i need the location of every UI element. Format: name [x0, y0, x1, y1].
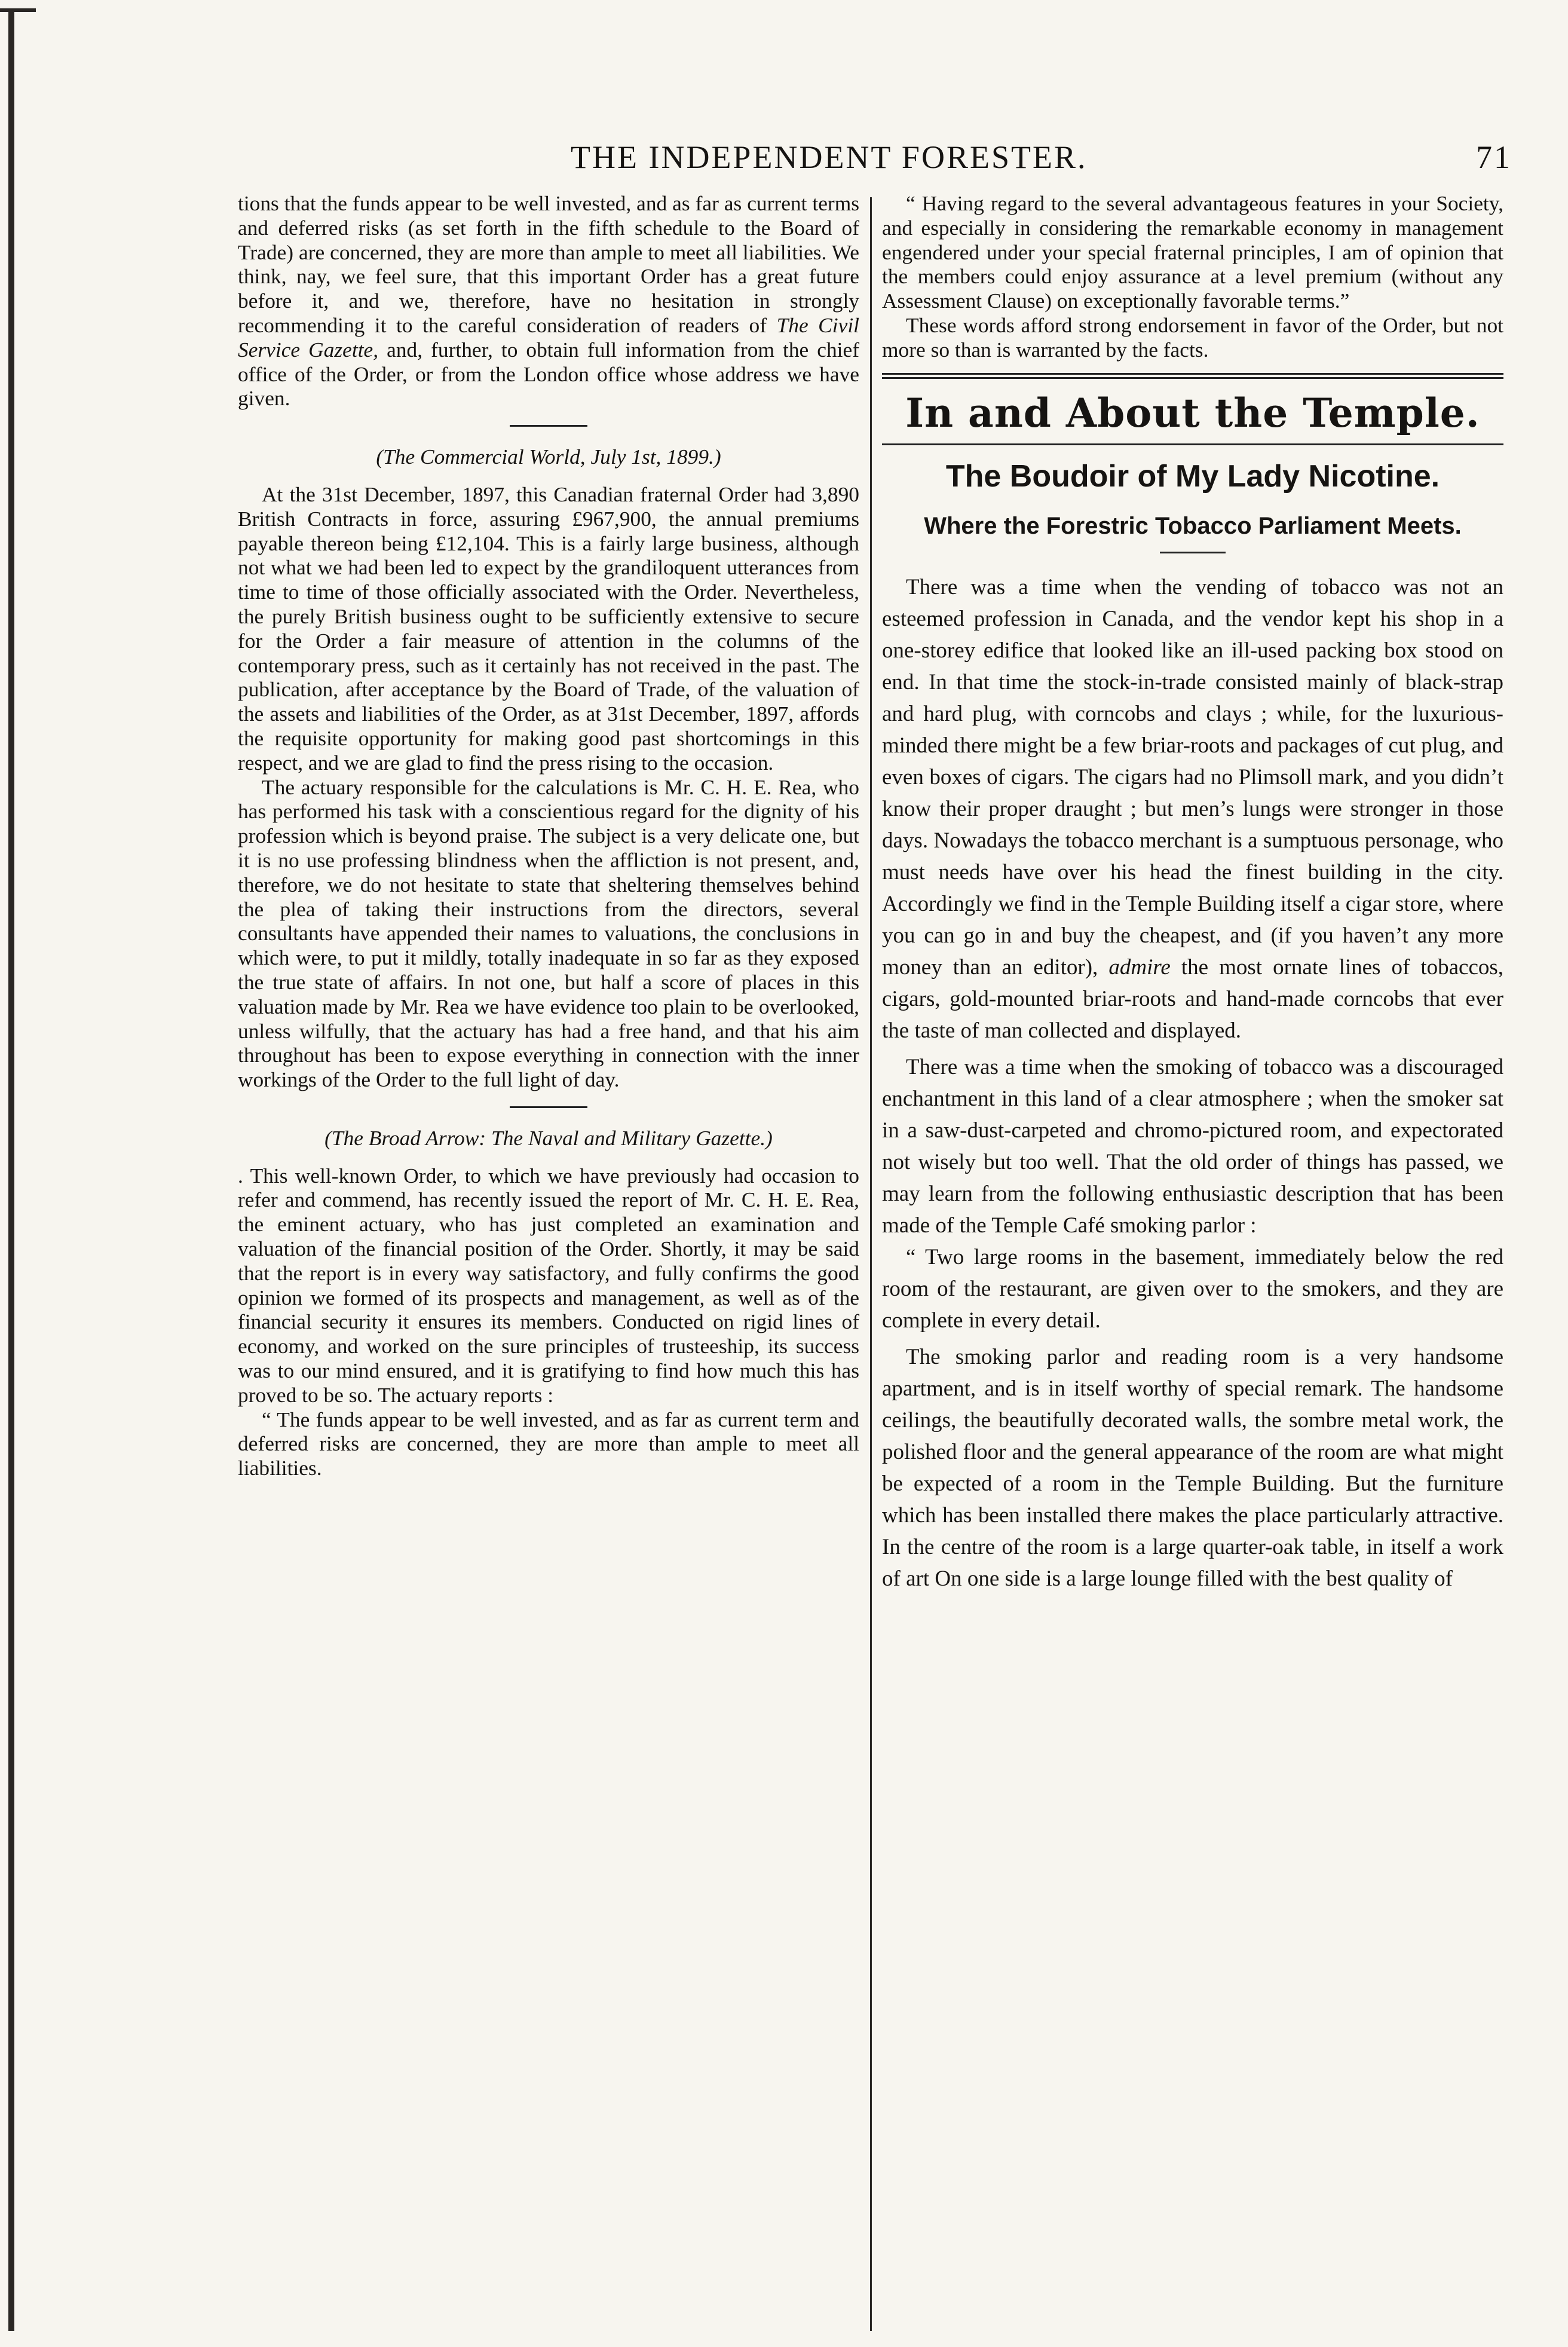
section-heading: In and About the Temple.	[905, 389, 1480, 436]
broad-arrow-paragraph-1: . This well-known Order, to which we have previously had occasion to refer and commend, has recently issued the report of Mr. C. H. E. Rea, the eminent actuary, who has just completed an examination and valuation of the financial position of the Order. Shortly, it may be said that the report is in every way satisfactory, and fully confirms the good opinion we formed of its prospects and management, as well as of the financial security it ensures its members. Conducted on rigid lines of economy, and worked on the sure principles of trusteeship, its success was to our mind ensured, and it is gratifying to find how much this has proved to be so. The actuary reports :	[238, 1163, 859, 1407]
article-paragraph-3: “ Two large rooms in the basement, immediately below the red room of the restaurant, are given over to the smokers, and they are complete in every detail.	[882, 1244, 1503, 1333]
commercial-world-paragraph-1: At the 31st December, 1897, this Canadian fraternal Order had 3,890 British Contracts in force, assuring £967,900, the annual premiums payable thereon being £12,104. This is a fairly large business, although not what we had been led to expect by the grandiloquent utterances from time to time of those officially associated with the Order. Nevertheless, the purely British business ought to be sufficiently extensive to secure for the Order a fair measure of attention in the columns of the contemporary press, such as it certainly has not received in the past. The publication, after acceptance by the Board of Trade, of the valuation of the assets and liabilities of the Order, as at 31st December, 1897, affords the requisite opportunity for making good past shortcomings in this respect, and we are glad to find the press rising to the occasion.	[238, 482, 859, 775]
article-subtitle: Where the Forestric Tobacco Parliament Meets.	[924, 512, 1462, 539]
article-paragraph-4: The smoking parlor and reading room is a very handsome apartment, and is in itself worthy of special remark. The handsome ceilings, the beautifully decorated walls, the sombre metal work, the polished floor and the general appearance of the room are what might be expected of a room in the Temple Building. But the furniture which has been installed there makes the place particularly attractive. In the centre of the room is a large quarter-oak table, in itself a work of art On one side is a large lounge filled with the best quality of	[882, 1344, 1503, 1591]
intro-publication-name: The Civil Service Gazette,	[238, 313, 859, 362]
page-number: 71	[1476, 139, 1512, 175]
source-commercial-world: (The Commercial World, July 1st, 1899.)	[376, 445, 721, 469]
article-paragraph-1-emphasis: admire	[1108, 954, 1171, 980]
source-broad-arrow: (The Broad Arrow: The Naval and Military Gazette.)	[324, 1125, 773, 1150]
section-rule	[510, 425, 587, 427]
intro-text-end: and, further, to obtain full information from the chief office of the Order, or from the London office whose address we have given.	[238, 337, 859, 411]
article-paragraph-1	[882, 571, 1503, 1046]
intro-text: tions that the funds appear to be well invested, and as far as current terms and deferred risks (as set forth in the fifth schedule to the Board of Trade) are concerned, they are more than ample to meet all liabilities. We think, nay, we feel sure, that this important Order has a great future before it, and we, therefore, have no hesitation in strongly recommending it to the careful consideration of readers of	[238, 191, 859, 337]
column-divider	[870, 197, 872, 2331]
article-paragraph-1-end: the most ornate lines of tobaccos, cigars, gold-mounted briar-roots and hand-made corncobs that ever the taste of man collected and displayed.	[882, 954, 1504, 1043]
heading-rule	[882, 443, 1503, 445]
article-title: The Boudoir of My Lady Nicotine.	[945, 458, 1440, 494]
article-paragraph-2: There was a time when the smoking of tobacco was a discouraged enchantment in this land of a clear atmosphere ; when the smoker sat in a saw-dust-carpeted and chromo-pictured room, and expectorated not wisely but too well. That the old order of things has passed, we may learn from the following enthusiastic description that has been made of the Temple Café smoking parlor :	[882, 1054, 1503, 1238]
page-binding-edge	[8, 12, 14, 2331]
section-rule	[510, 1106, 587, 1108]
subtitle-rule	[1160, 552, 1226, 553]
right-column	[882, 191, 1503, 1595]
double-rule-top	[882, 373, 1503, 375]
left-column	[238, 191, 859, 1480]
intro-paragraph	[238, 191, 859, 411]
quote-paragraph: “ Having regard to the several advantageous features in your Society, and especially in considering the remarkable economy in management engendered under your special fraternal principles, I am of opinion that the members could enjoy assurance at a level premium (without any Assessment Clause) on exceptionally favorable terms.”	[882, 191, 1503, 313]
page-binding-tick	[0, 8, 36, 12]
broad-arrow-paragraph-2: “ The funds appear to be well invested, and as far as current term and deferred risks are concerned, they are more than ample to meet all liabilities.	[238, 1407, 859, 1480]
running-header	[236, 139, 1512, 180]
article-paragraph-1-text: There was a time when the vending of tobacco was not an esteemed profession in Canada, and the vendor kept his shop in a one-storey edifice that looked like an ill-used packing box stood on end. In that time the stock-in-trade consisted mainly of black-strap and hard plug, with corncobs and clays ; while, for the luxurious-minded there might be a few briar-roots and packages of cut plug, and even boxes of cigars. The cigars had no Plimsoll mark, and you didn’t know their proper draught ; but men’s lungs were stronger in those days. Nowadays the tobacco merchant is a sumptuous personage, who must needs have over his head the finest building in the city. Accordingly we find in the Temple Building itself a cigar store, where you can go in and buy the cheapest, and (if you haven’t any more money than an editor),	[882, 574, 1503, 980]
publication-title: THE INDEPENDENT FORESTER.	[571, 139, 1088, 175]
endorsement-paragraph: These words afford strong endorsement in favor of the Order, but not more so than is warranted by the facts.	[882, 313, 1503, 362]
double-rule-bottom	[882, 377, 1503, 379]
commercial-world-paragraph-2: The actuary responsible for the calculations is Mr. C. H. E. Rea, who has performed his task with a conscientious regard for the dignity of his profession which is beyond praise. The subject is a very delicate one, but it is no use professing blindness when the affliction is not present, and, therefore, we do not hesitate to state that sheltering themselves behind the plea of taking their instructions from the directors, several consultants have appended their names to valuations, the conclusions in which were, to put it mildly, totally inadequate in so far as they exposed the true state of affairs. In not one, but half a score of places in this valuation made by Mr. Rea we have evidence too plain to be overlooked, unless wilfully, that the actuary has had a free hand, and that his aim throughout has been to expose everything in connection with the inner workings of the Order to the full light of day.	[238, 775, 859, 1092]
